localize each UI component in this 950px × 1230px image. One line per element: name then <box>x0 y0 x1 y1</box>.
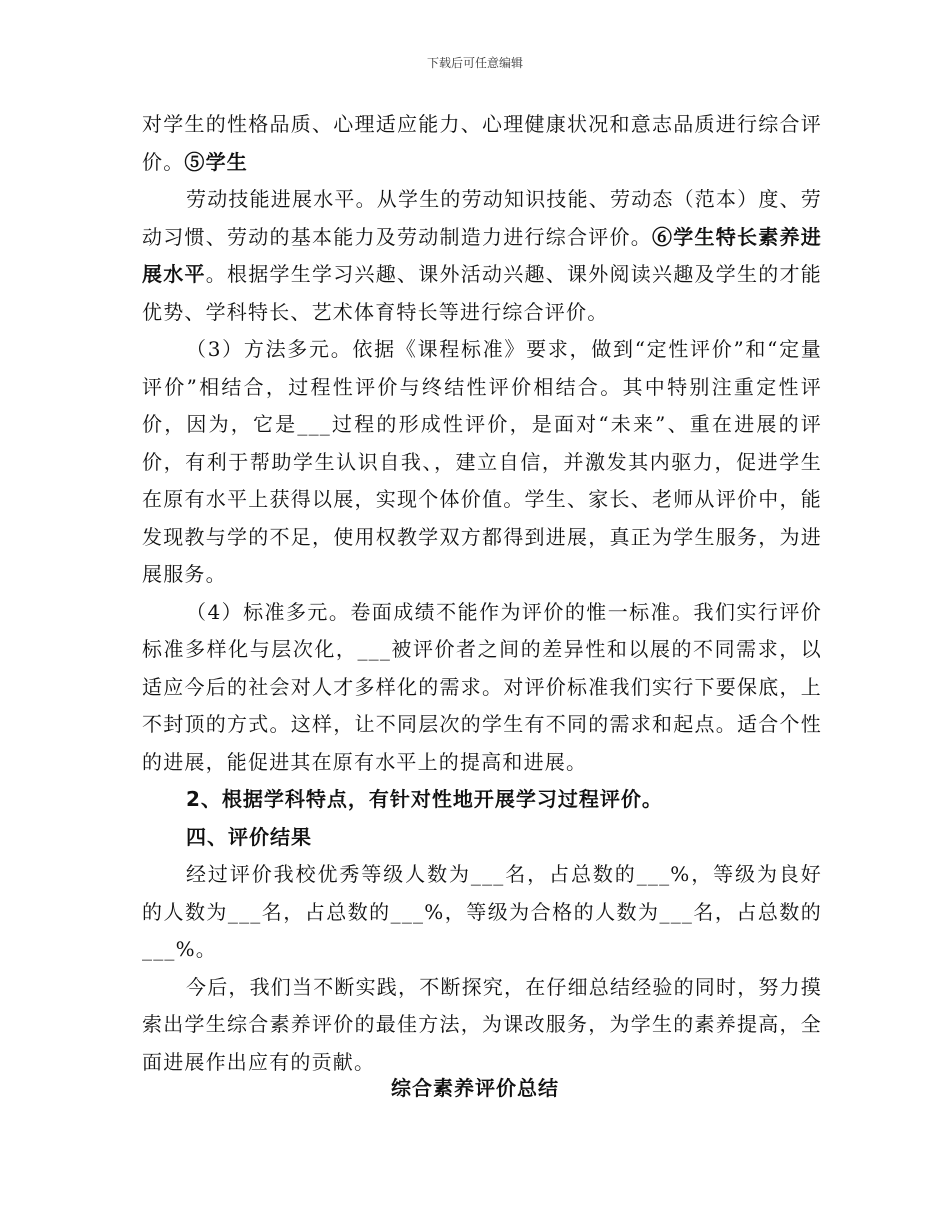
paragraph-standards: （4）标准多元。卷面成绩不能作为评价的惟一标准。我们实行评价标准多样化与层次化，___被评价者之间的差异性和以展的不同需求，以适应今后的社会对人才多样化的需求。对评价标准我们实行下要保底，上不封顶的方式。这样，让不同层次的学生有不同的需求和起点。适合个性的进展，能促进其在原有水平上的提高和进展。 <box>142 599 822 774</box>
section-heading-results: 四、评价结果 <box>186 824 312 849</box>
paragraph-text: 劳动技能进展水平。从学生的劳动知识技能、劳动态（范本）度、劳动习惯、劳动的基本能力及劳动制造力进行综合评价。 <box>142 187 822 249</box>
paragraph-bold-item: ⑥学生特长素养进展水平 <box>142 224 822 286</box>
paragraph-text: 。根据学生学习兴趣、课外活动兴趣、课外阅读兴趣及学生的才能优势、学科特长、艺术体育特长等进行综合评价。 <box>142 262 822 324</box>
paragraph-bold-item: ⑤学生 <box>184 149 249 174</box>
section-heading-subject: 2、根据学科特点，有针对性地开展学习过程评价。 <box>186 787 663 811</box>
document-body <box>142 106 822 1081</box>
paragraph-methods: （3）方法多元。依据《课程标准》要求，做到“定性评价”和“定量评价”相结合，过程性评价与终结性评价相结合。其中特别注重定性评价，因为，它是___过程的形成性评价，是面对“未来”、重在进展的评价，有利于帮助学生认识自我、，建立自信，并激发其内驱力，促进学生在原有水平上获得以展，实现个体价值。学生、家长、老师从评价中，能发现教与学的不足，使用权教学双方都得到进展，真正为学生服务，为进展服务。 <box>142 337 822 586</box>
paragraph-text: 对学生的性格品质、心理适应能力、心理健康状况和意志品质进行综合评价。 <box>142 112 822 174</box>
paragraph-labor <box>142 181 822 331</box>
document-title: 综合素养评价总结 <box>391 1076 559 1100</box>
paragraph-results: 经过评价我校优秀等级人数为___名，占总数的___%，等级为良好的人数为___名，占总数的___%，等级为合格的人数为___名，占总数的___%。 <box>142 862 822 961</box>
paragraph-psychology <box>142 106 822 181</box>
page-header: 下载后可任意编辑 <box>426 56 523 70</box>
paragraph-conclusion: 今后，我们当不断实践，不断探究，在仔细总结经验的同时，努力摸索出学生综合素养评价的最佳方法，为课改服务，为学生的素养提高，全面进展作出应有的贡献。 <box>142 974 822 1074</box>
